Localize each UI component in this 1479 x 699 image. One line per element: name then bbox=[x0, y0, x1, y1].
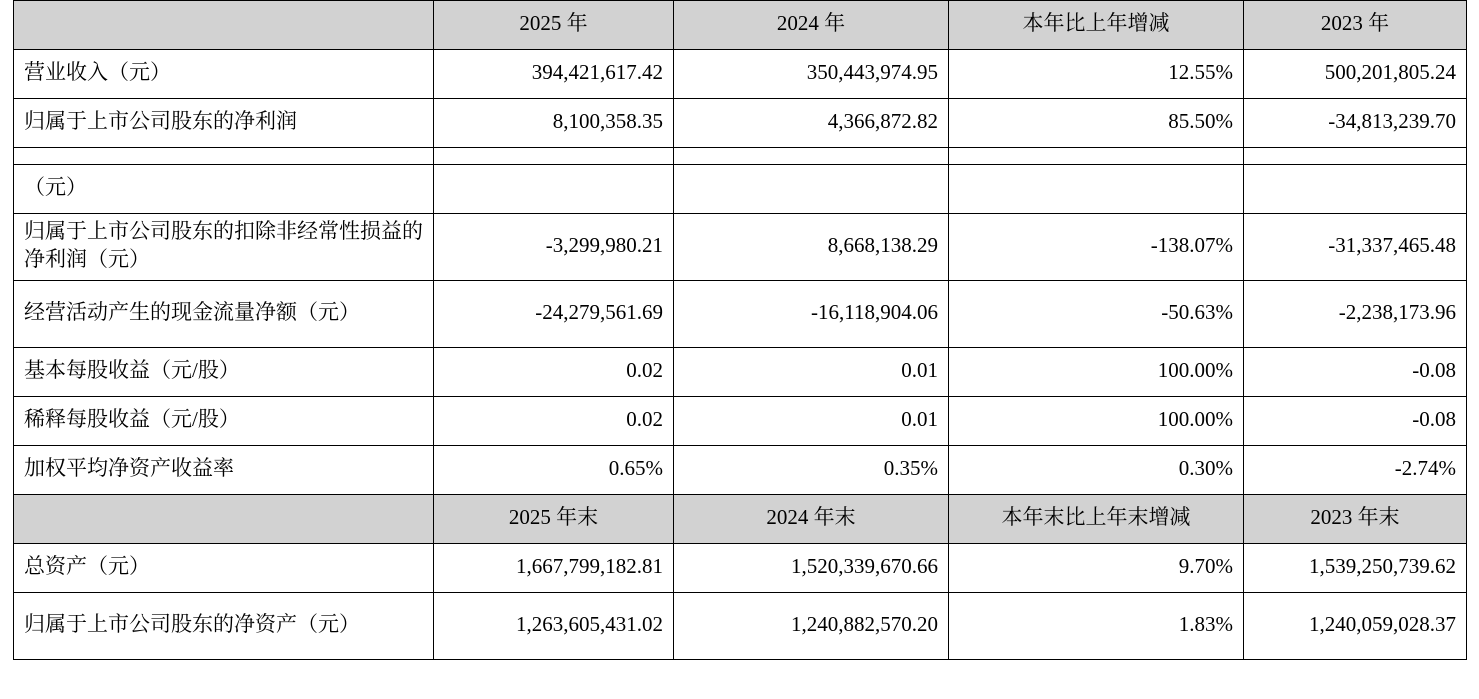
row-value-2025: 8,100,358.35 bbox=[434, 99, 674, 148]
row-value-2024: 1,240,882,570.20 bbox=[674, 593, 949, 660]
row-value-2025: 1,667,799,182.81 bbox=[434, 544, 674, 593]
row-value-2024 bbox=[674, 165, 949, 214]
row-value-2024: 0.35% bbox=[674, 446, 949, 495]
row-label: 基本每股收益（元/股） bbox=[14, 348, 434, 397]
spacer-cell bbox=[674, 148, 949, 165]
row-label: 归属于上市公司股东的净利润 bbox=[14, 99, 434, 148]
row-value-2024: 350,443,974.95 bbox=[674, 50, 949, 99]
row-value-2023: -34,813,239.70 bbox=[1244, 99, 1467, 148]
row-value-2025: 394,421,617.42 bbox=[434, 50, 674, 99]
table-row bbox=[14, 214, 1467, 281]
header-cell-2025: 2025 年 bbox=[434, 1, 674, 50]
row-value-change: -138.07% bbox=[949, 214, 1244, 281]
financial-summary-table bbox=[13, 0, 1467, 660]
row-label: 总资产（元） bbox=[14, 544, 434, 593]
row-value-2023: 500,201,805.24 bbox=[1244, 50, 1467, 99]
row-value-2024: 0.01 bbox=[674, 348, 949, 397]
row-value-change bbox=[949, 165, 1244, 214]
header-cell-change: 本年比上年增减 bbox=[949, 1, 1244, 50]
row-value-2024: 4,366,872.82 bbox=[674, 99, 949, 148]
row-value-2024: 0.01 bbox=[674, 397, 949, 446]
row-value-2023: -0.08 bbox=[1244, 397, 1467, 446]
table-row-spacer bbox=[14, 148, 1467, 165]
row-value-2024: -16,118,904.06 bbox=[674, 281, 949, 348]
row-value-2025: -24,279,561.69 bbox=[434, 281, 674, 348]
table-row bbox=[14, 281, 1467, 348]
row-label: 稀释每股收益（元/股） bbox=[14, 397, 434, 446]
row-value-change: 100.00% bbox=[949, 397, 1244, 446]
row-label: 营业收入（元） bbox=[14, 50, 434, 99]
row-value-2025: 0.02 bbox=[434, 348, 674, 397]
header-cell-change-end: 本年末比上年末增减 bbox=[949, 495, 1244, 544]
row-value-2023: -2.74% bbox=[1244, 446, 1467, 495]
spacer-cell bbox=[14, 148, 434, 165]
header-cell-2024-end: 2024 年末 bbox=[674, 495, 949, 544]
row-value-2025 bbox=[434, 165, 674, 214]
spacer-cell bbox=[1244, 148, 1467, 165]
row-value-change: 0.30% bbox=[949, 446, 1244, 495]
table-row bbox=[14, 397, 1467, 446]
table-header-row-2 bbox=[14, 495, 1467, 544]
row-value-2025: -3,299,980.21 bbox=[434, 214, 674, 281]
table-row bbox=[14, 99, 1467, 148]
row-value-2023: 1,240,059,028.37 bbox=[1244, 593, 1467, 660]
row-value-2025: 0.02 bbox=[434, 397, 674, 446]
header-cell-2025-end: 2025 年末 bbox=[434, 495, 674, 544]
row-label: （元） bbox=[14, 165, 434, 214]
row-value-2024: 1,520,339,670.66 bbox=[674, 544, 949, 593]
row-value-2024: 8,668,138.29 bbox=[674, 214, 949, 281]
row-value-change: 9.70% bbox=[949, 544, 1244, 593]
header-cell-blank bbox=[14, 495, 434, 544]
header-cell-2024: 2024 年 bbox=[674, 1, 949, 50]
row-value-2023: -0.08 bbox=[1244, 348, 1467, 397]
spacer-cell bbox=[949, 148, 1244, 165]
spacer-cell bbox=[434, 148, 674, 165]
row-value-2025: 0.65% bbox=[434, 446, 674, 495]
row-value-change: 100.00% bbox=[949, 348, 1244, 397]
header-cell-blank bbox=[14, 1, 434, 50]
table-row bbox=[14, 348, 1467, 397]
table-row bbox=[14, 165, 1467, 214]
row-label: 经营活动产生的现金流量净额（元） bbox=[14, 281, 434, 348]
table-row bbox=[14, 50, 1467, 99]
row-value-2023 bbox=[1244, 165, 1467, 214]
table-row bbox=[14, 593, 1467, 660]
row-label: 归属于上市公司股东的扣除非经常性损益的净利润（元） bbox=[14, 214, 434, 281]
row-value-2023: 1,539,250,739.62 bbox=[1244, 544, 1467, 593]
row-value-change: 85.50% bbox=[949, 99, 1244, 148]
header-cell-2023-end: 2023 年末 bbox=[1244, 495, 1467, 544]
table-header-row-1 bbox=[14, 1, 1467, 50]
table-row bbox=[14, 446, 1467, 495]
row-label: 归属于上市公司股东的净资产（元） bbox=[14, 593, 434, 660]
row-value-2023: -31,337,465.48 bbox=[1244, 214, 1467, 281]
header-cell-2023: 2023 年 bbox=[1244, 1, 1467, 50]
table-row bbox=[14, 544, 1467, 593]
row-value-change: 1.83% bbox=[949, 593, 1244, 660]
row-value-change: -50.63% bbox=[949, 281, 1244, 348]
row-label: 加权平均净资产收益率 bbox=[14, 446, 434, 495]
row-value-2023: -2,238,173.96 bbox=[1244, 281, 1467, 348]
row-value-2025: 1,263,605,431.02 bbox=[434, 593, 674, 660]
row-value-change: 12.55% bbox=[949, 50, 1244, 99]
